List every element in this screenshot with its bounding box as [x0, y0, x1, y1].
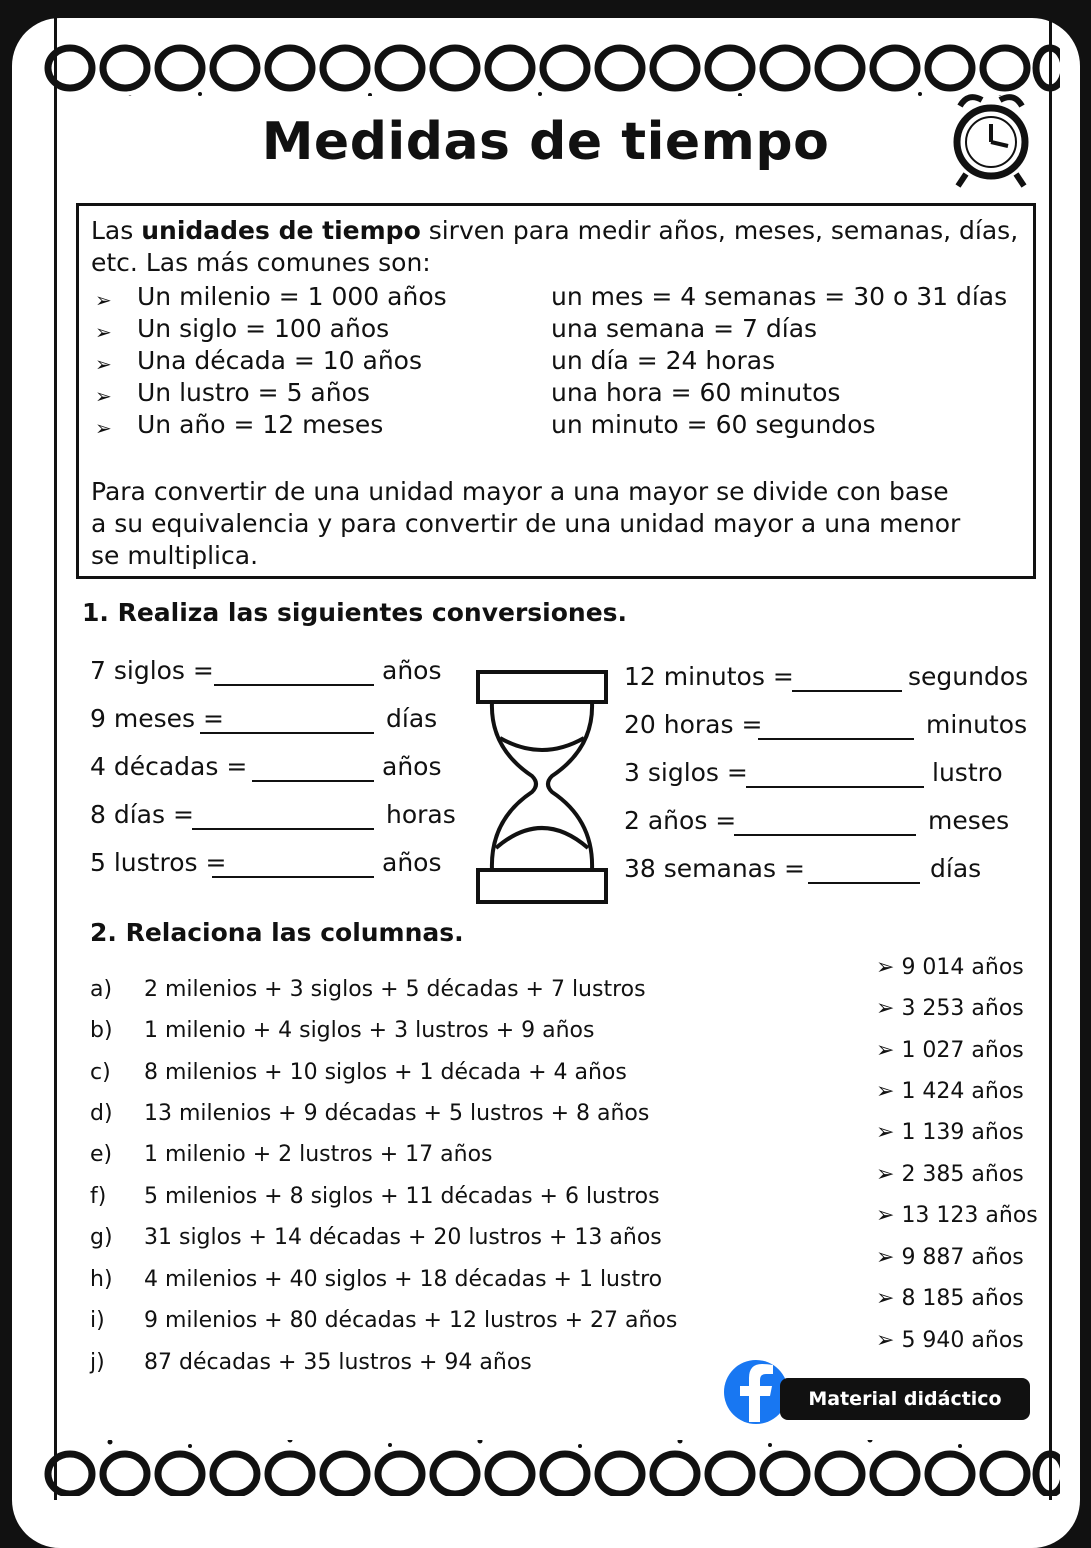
conversion-expr: 4 décadas = [90, 752, 248, 781]
answer-blank[interactable] [192, 828, 374, 830]
rule-line: a su equivalencia y para convertir de una unidad mayor a una menor [91, 509, 961, 538]
section2-heading: 2. Relaciona las columnas. [90, 918, 464, 947]
info-box [76, 203, 1036, 579]
arrow-bullet-icon: ➢ [876, 1120, 902, 1145]
conversion-expr: 9 meses = [90, 704, 224, 733]
relation-answer[interactable]: ➢ 9 887 años [876, 1245, 1024, 1270]
arrow-bullet-icon: ➢ [876, 1286, 902, 1311]
arrow-bullet-icon: ➢ [876, 1038, 902, 1063]
relation-letter: c) [90, 1060, 111, 1085]
relation-answer[interactable]: ➢ 9 014 años [876, 955, 1024, 980]
bottom-ring-graphic [40, 1440, 1060, 1496]
unit-right-item: un mes = 4 semanas = 30 o 31 días [551, 282, 1008, 311]
conversion-expr: 12 minutos = [624, 662, 794, 691]
conversion-expr: 38 semanas = [624, 854, 805, 883]
arrow-bullet-icon: ➢ [876, 1245, 902, 1270]
rule-line: Para convertir de una unidad mayor a una mayor se divide con base [91, 477, 949, 506]
relation-expression[interactable]: 1 milenio + 4 siglos + 3 lustros + 9 años [144, 1018, 595, 1043]
unit-right-item: un día = 24 horas [551, 346, 776, 375]
bottom-ring-border [40, 1440, 1060, 1496]
arrow-bullet-icon: ➢ [95, 352, 112, 376]
relation-expression[interactable]: 13 milenios + 9 décadas + 5 lustros + 8 años [144, 1101, 650, 1126]
unit-left-item: Un año = 12 meses [137, 410, 384, 439]
unit-left-item: Un lustro = 5 años [137, 378, 370, 407]
relation-expression[interactable]: 5 milenios + 8 siglos + 11 décadas + 6 lustros [144, 1184, 660, 1209]
conversion-expr: 2 años = [624, 806, 737, 835]
relation-expression[interactable]: 8 milenios + 10 siglos + 1 década + 4 años [144, 1060, 627, 1085]
answer-blank[interactable] [214, 684, 374, 686]
answer-blank[interactable] [212, 876, 374, 878]
intro-bold-term: unidades de tiempo [141, 216, 421, 245]
relation-letter: g) [90, 1225, 113, 1250]
conversion-unit: días [386, 704, 438, 733]
conversion-expr: 5 lustros = [90, 848, 227, 877]
conversion-expr: 20 horas = [624, 710, 763, 739]
answer-blank[interactable] [200, 732, 374, 734]
relation-answer[interactable]: ➢ 1 139 años [876, 1120, 1024, 1145]
conversion-unit: años [382, 752, 442, 781]
conversion-unit: lustro [932, 758, 1003, 787]
answer-blank[interactable] [758, 738, 914, 740]
section1-heading: 1. Realiza las siguientes conversiones. [82, 598, 628, 627]
page-title: Medidas de tiempo [261, 112, 830, 172]
arrow-bullet-icon: ➢ [95, 288, 112, 312]
unit-left-item: Un siglo = 100 años [137, 314, 390, 343]
answer-blank[interactable] [734, 834, 916, 836]
answer-blank[interactable] [808, 882, 920, 884]
conversion-expr: 3 siglos = [624, 758, 748, 787]
hourglass-icon [472, 668, 612, 908]
unit-left-item: Un milenio = 1 000 años [137, 282, 447, 311]
conversion-unit: años [382, 848, 442, 877]
relation-letter: j) [90, 1350, 105, 1375]
arrow-bullet-icon: ➢ [95, 416, 112, 440]
relation-expression[interactable]: 4 milenios + 40 siglos + 18 décadas + 1 lustro [144, 1267, 663, 1292]
relation-expression[interactable]: 1 milenio + 2 lustros + 17 años [144, 1142, 493, 1167]
relation-letter: f) [90, 1184, 107, 1209]
relation-letter: d) [90, 1101, 113, 1126]
top-ring-border [40, 40, 1060, 96]
arrow-bullet-icon: ➢ [95, 320, 112, 344]
conversion-unit: años [382, 656, 442, 685]
relation-letter: i) [90, 1308, 105, 1333]
relation-answer[interactable]: ➢ 5 940 años [876, 1328, 1024, 1353]
relation-letter: h) [90, 1267, 113, 1292]
arrow-bullet-icon: ➢ [876, 1079, 902, 1104]
arrow-bullet-icon: ➢ [876, 1328, 902, 1353]
arrow-bullet-icon: ➢ [876, 955, 902, 980]
credit-badge[interactable]: Material didáctico HERI [780, 1378, 1030, 1420]
alarm-clock-icon [946, 86, 1036, 196]
relation-letter: b) [90, 1018, 113, 1043]
conversion-unit: días [930, 854, 982, 883]
relation-expression[interactable]: 31 siglos + 14 décadas + 20 lustros + 13 años [144, 1225, 662, 1250]
arrow-bullet-icon: ➢ [876, 1162, 902, 1187]
top-ring-graphic [40, 40, 1060, 96]
relation-answer[interactable]: ➢ 1 027 años [876, 1038, 1024, 1063]
unit-right-item: un minuto = 60 segundos [551, 410, 876, 439]
intro-line-1: Las unidades de tiempo sirven para medir años, meses, semanas, días, [91, 216, 1019, 245]
relation-answer[interactable]: ➢ 13 123 años [876, 1203, 1038, 1228]
answer-blank[interactable] [252, 780, 374, 782]
conversion-unit: meses [928, 806, 1010, 835]
relation-letter: a) [90, 977, 113, 1002]
conversion-unit: minutos [926, 710, 1028, 739]
unit-right-item: una hora = 60 minutos [551, 378, 841, 407]
conversion-expr: 7 siglos = [90, 656, 214, 685]
conversion-unit: segundos [908, 662, 1029, 691]
relation-answer[interactable]: ➢ 2 385 años [876, 1162, 1024, 1187]
conversion-expr: 8 días = [90, 800, 194, 829]
arrow-bullet-icon: ➢ [95, 384, 112, 408]
relation-answer[interactable]: ➢ 1 424 años [876, 1079, 1024, 1104]
relation-answer[interactable]: ➢ 8 185 años [876, 1286, 1024, 1311]
relation-expression[interactable]: 87 décadas + 35 lustros + 94 años [144, 1350, 532, 1375]
conversion-unit: horas [386, 800, 456, 829]
unit-right-item: una semana = 7 días [551, 314, 818, 343]
relation-answer[interactable]: ➢ 3 253 años [876, 996, 1024, 1021]
relation-expression[interactable]: 9 milenios + 80 décadas + 12 lustros + 27 años [144, 1308, 678, 1333]
unit-left-item: Una década = 10 años [137, 346, 422, 375]
intro-line-2: etc. Las más comunes son: [91, 248, 431, 277]
relation-expression[interactable]: 2 milenios + 3 siglos + 5 décadas + 7 lustros [144, 977, 646, 1002]
relation-letter: e) [90, 1142, 113, 1167]
rule-line: se multiplica. [91, 541, 259, 570]
arrow-bullet-icon: ➢ [876, 1203, 902, 1228]
answer-blank[interactable] [746, 786, 924, 788]
answer-blank[interactable] [792, 690, 902, 692]
arrow-bullet-icon: ➢ [876, 996, 902, 1021]
